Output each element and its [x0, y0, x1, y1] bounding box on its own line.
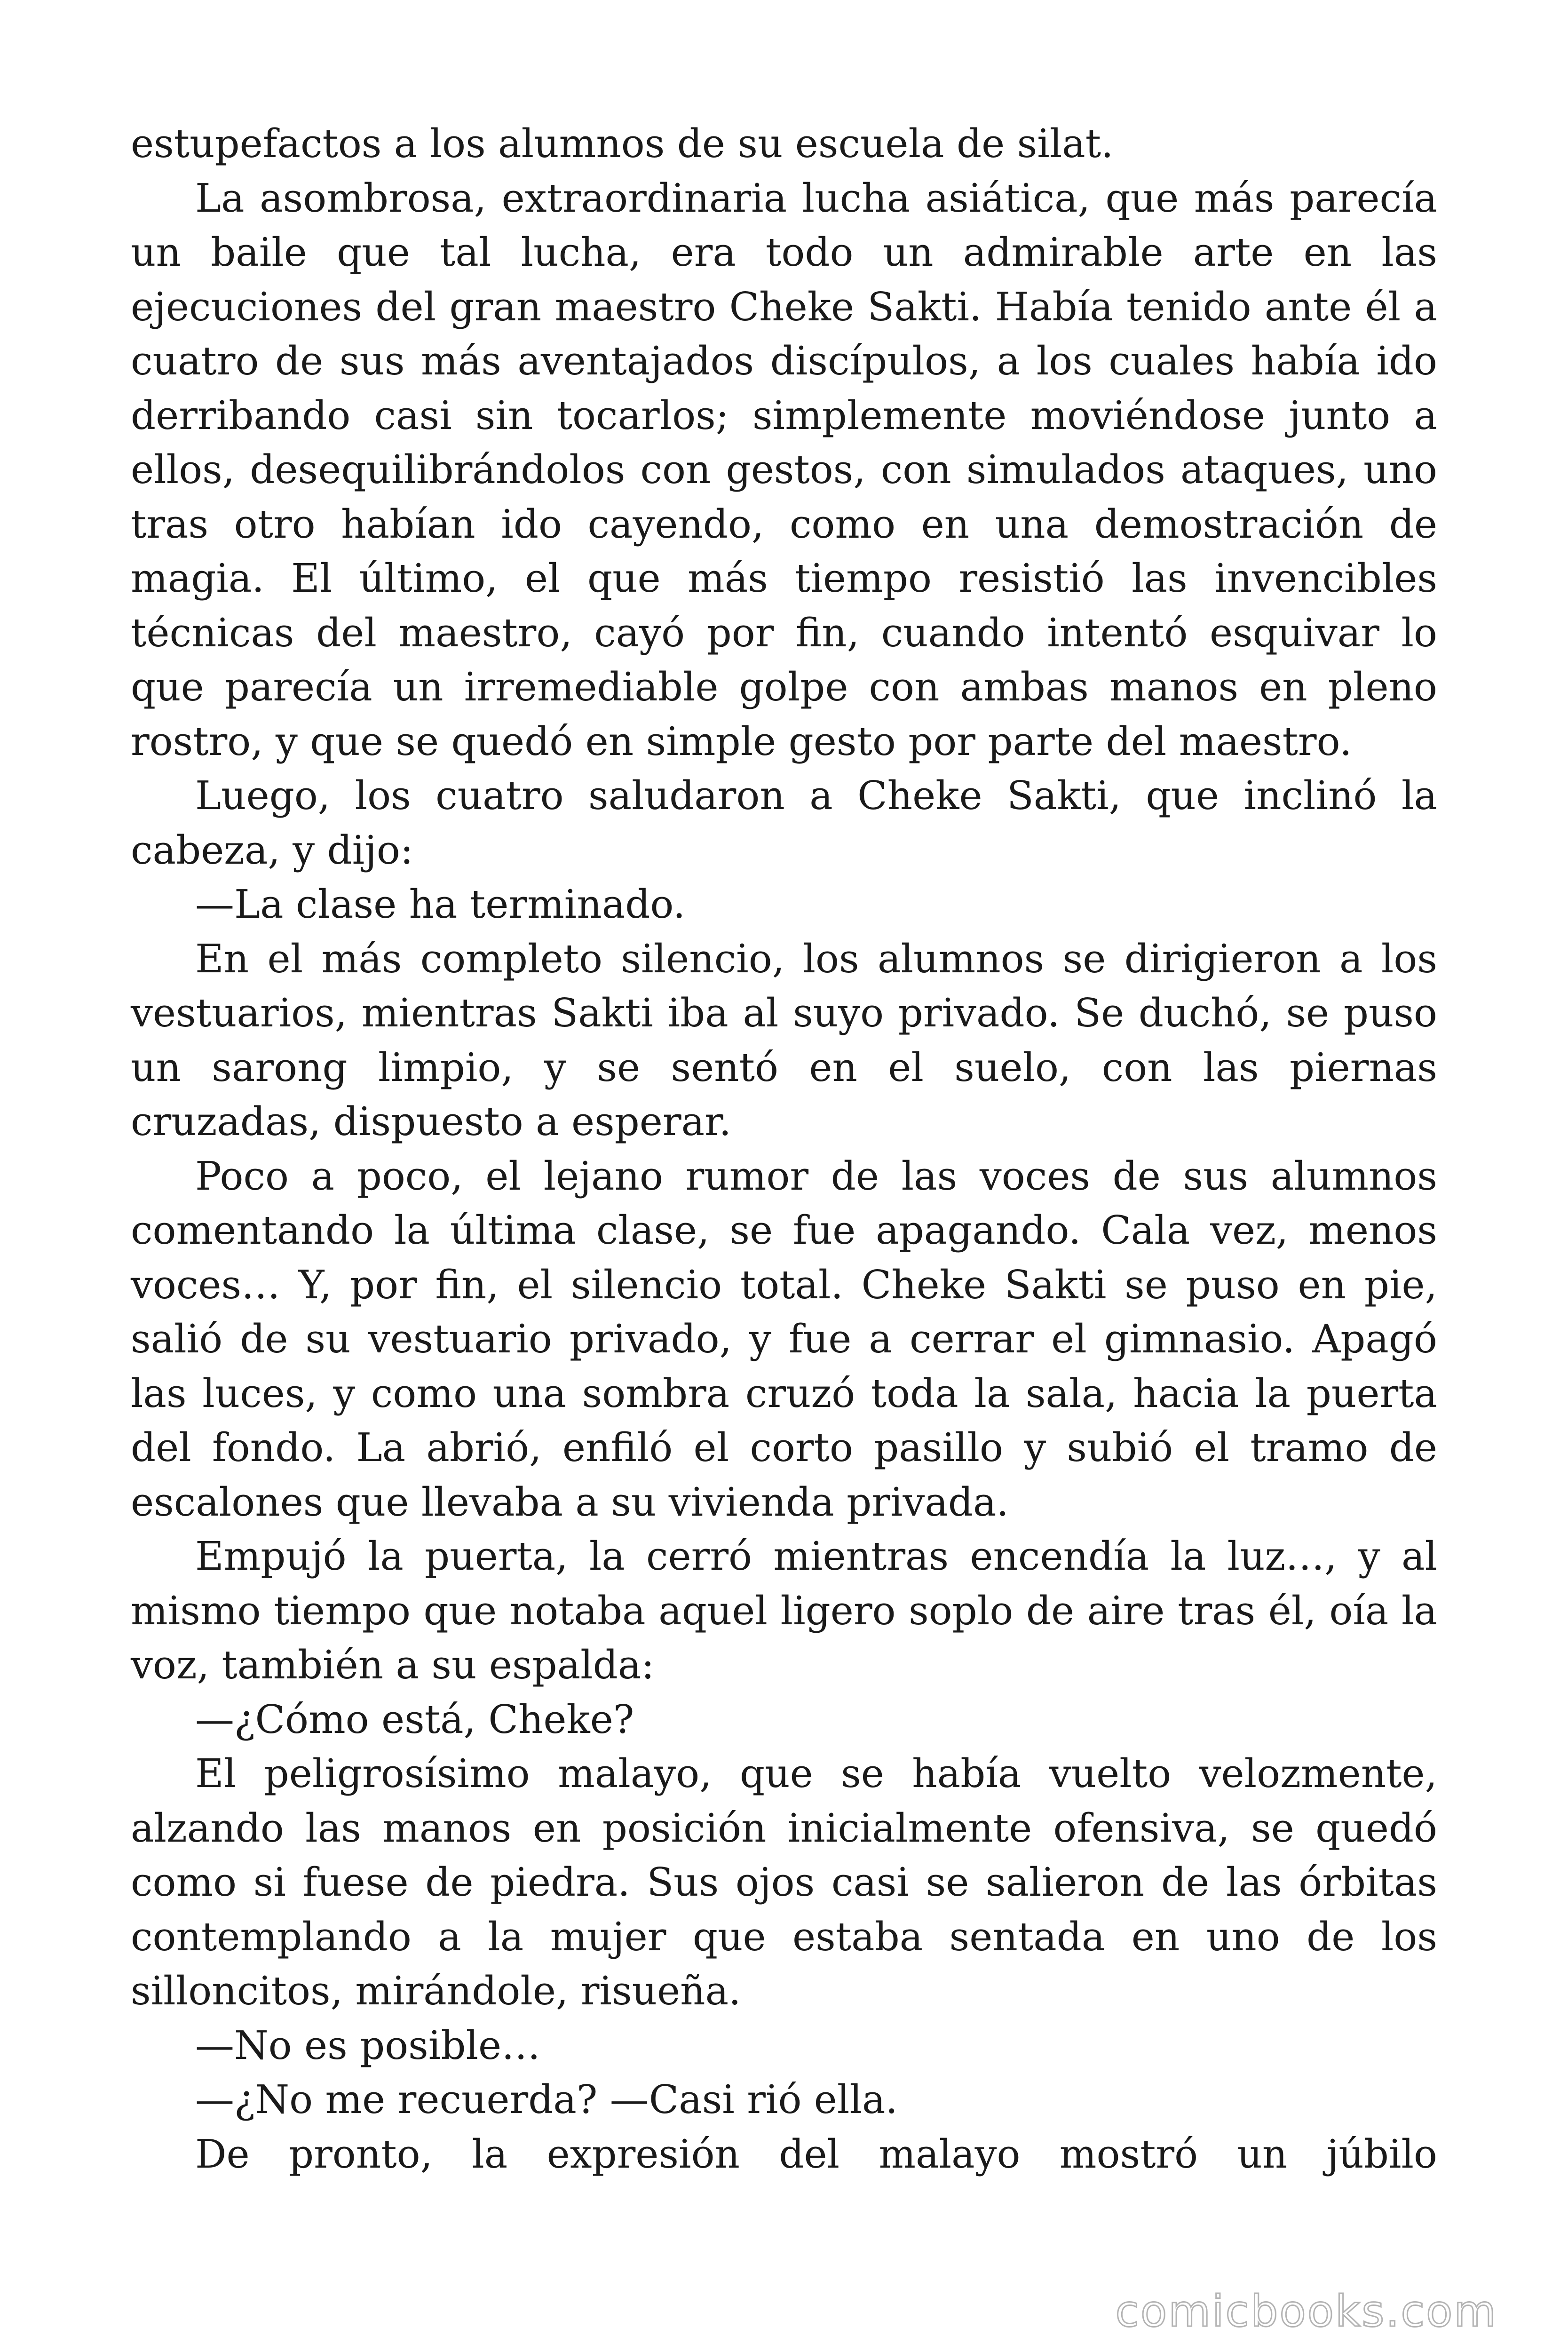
paragraph-2: La asombrosa, extraordinaria lucha asiática, que más parecía un baile que tal lucha, era todo un admirable arte en las ejecuciones del gran maestro Cheke Sakti. Había tenido ante él a cuatro de sus más aventajados discípulos, a los cuales había ido derribando casi sin tocarlos; simplemente moviéndose junto a ellos, desequilibrándolos con gestos, con simulados ataques, uno tras otro habían ido cayendo, como en una demostración de magia. El último, el que más tiempo resistió las invencibles técnicas del maestro, cayó por fin, cuando intentó esquivar lo que parecía un irremediable golpe con ambas manos en pleno rostro, y que se quedó en simple gesto por parte del maestro.	[131, 175, 1437, 764]
paragraph-12: De pronto, la expresión del malayo mostró un júbilo	[195, 2131, 1437, 2177]
paragraph-8: —¿Cómo está, Cheke?	[195, 1696, 634, 1742]
paragraph-1: estupefactos a los alumnos de su escuela de silat.	[131, 121, 1114, 167]
paragraph-6: Poco a poco, el lejano rumor de las voces de sus alumnos comentando la última clase, se fue apagando. Cala vez, menos voces… Y, por fin, el silencio total. Cheke Sakti se puso en pie, salió de su vestuario privado, y fue a cerrar el gimnasio. Apagó las luces, y como una sombra cruzó toda la sala, hacia la puerta del fondo. La abrió, enfiló el corto pasillo y subió el tramo de escalones que llevaba a su vivienda privada.	[131, 1153, 1437, 1525]
paragraph-7: Empujó la puerta, la cerró mientras encendía la luz…, y al mismo tiempo que notaba aquel ligero soplo de aire tras él, oía la voz, también a su espalda:	[131, 1534, 1437, 1688]
paragraph-5: En el más completo silencio, los alumnos se dirigieron a los vestuarios, mientras Sakti iba al suyo privado. Se duchó, se puso un sarong limpio, y se sentó en el suelo, con las piernas cruzadas, dispuesto a esperar.	[131, 936, 1437, 1144]
paragraph-9: El peligrosísimo malayo, que se había vuelto velozmente, alzando las manos en posición inicialmente ofensiva, se quedó como si fuese de piedra. Sus ojos casi se salieron de las órbitas contemplando a la mujer que estaba sentada en uno de los silloncitos, mirándole, risueña.	[131, 1751, 1437, 2014]
paragraph-11: —¿No me recuerda? —Casi rió ella.	[195, 2077, 898, 2122]
body-text	[131, 117, 1437, 2181]
paragraph-10: —No es posible…	[195, 2022, 541, 2068]
paragraph-3: Luego, los cuatro saludaron a Cheke Sakti, que inclinó la cabeza, y dijo:	[131, 773, 1437, 873]
paragraph-4: —La clase ha terminado.	[195, 882, 686, 927]
watermark: comicbooks.com	[1115, 2286, 1497, 2336]
